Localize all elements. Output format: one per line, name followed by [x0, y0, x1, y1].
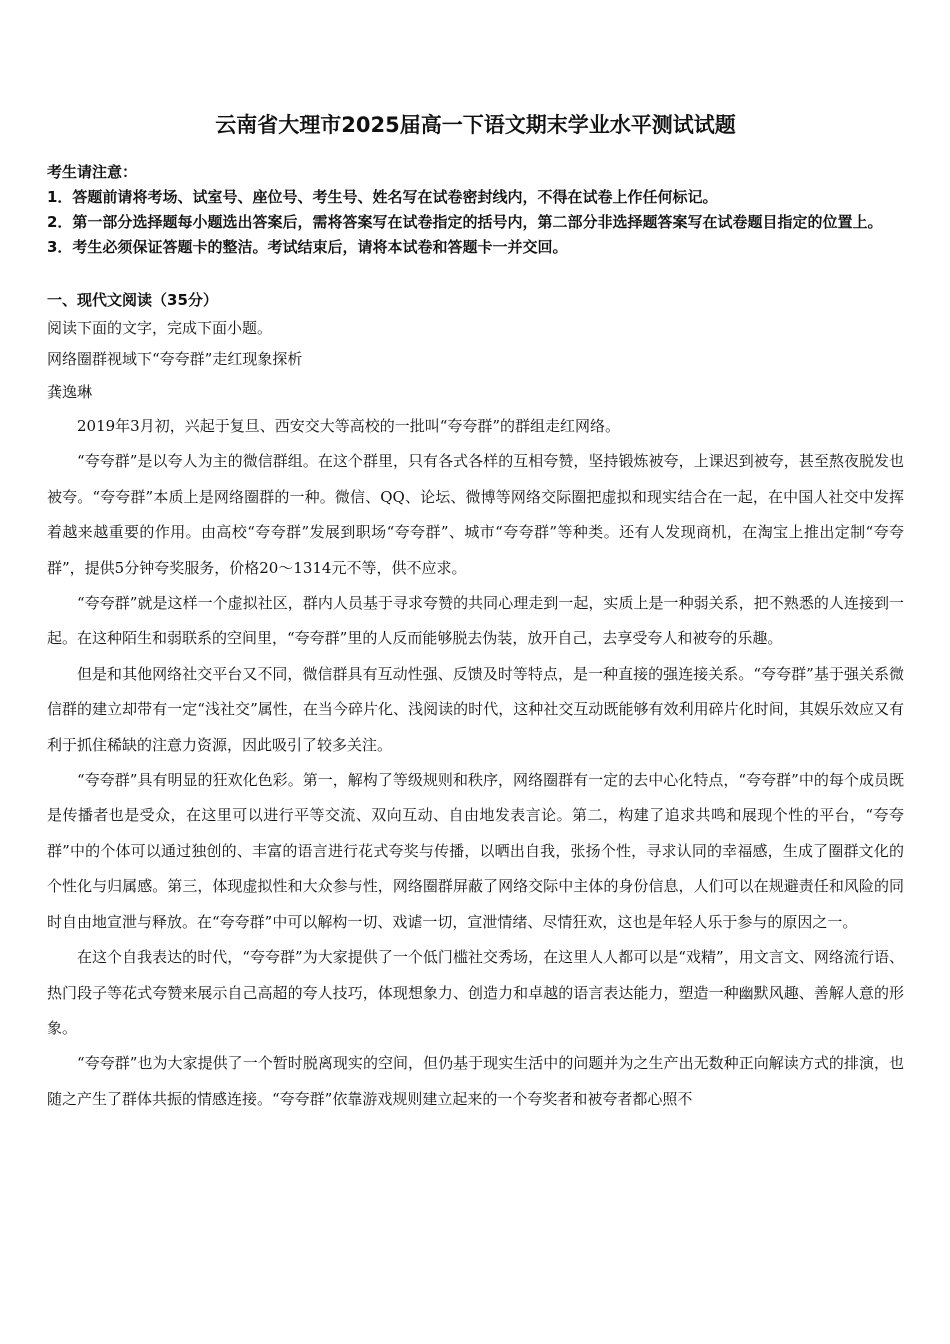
reading-section: [47, 288, 904, 1117]
section-heading: 一、现代文阅读（35分）: [47, 291, 218, 309]
article-paragraph-6: 在这个自我表达的时代，“夸夸群”为大家提供了一个低门槛社交秀场，在这里人人都可以是“戏精”，用文言文、网络流行语、热门段子等花式夸赞来展示自己高超的夸人技巧，体现想象力、创造力和卓越的语言表达能力，塑造一种幽默风趣、善解人意的形象。: [47, 948, 904, 1037]
article-title: 网络圈群视域下“夸夸群”走红现象探析: [47, 350, 303, 368]
article-paragraph-7: “夸夸群”也为大家提供了一个暂时脱离现实的空间，但仍基于现实生活中的问题并为之生产出无数种正向解读方式的排演，也随之产生了群体共振的情感连接。“夸夸群”依靠游戏规则建立起来的一个夸奖者和被夸者都心照不: [47, 1054, 904, 1108]
exam-title: 云南省大理市2025届高一下语文期末学业水平测试试题: [215, 113, 736, 137]
article-paragraph-5: “夸夸群”具有明显的狂欢化色彩。第一，解构了等级规则和秩序，网络圈群有一定的去中心化特点，“夸夸群”中的每个成员既是传播者也是受众，在这里可以进行平等交流、双向互动、自由地发表言论。第二，构建了追求共鸣和展现个性的平台，“夸夸群”中的个体可以通过独创的、丰富的语言进行花式夸奖与传播，以晒出自我，张扬个性，寻求认同的幸福感，生成了圈群文化的个性化与归属感。第三，体现虚拟性和大众参与性，网络圈群屏蔽了网络交际中主体的身份信息，人们可以在规避责任和风险的同时自由地宣泄与释放。在“夸夸群”中可以解构一切、戏谑一切，宣泄情绪、尽情狂欢，这也是年轻人乐于参与的原因之一。: [47, 771, 904, 931]
candidate-notice: [47, 160, 904, 260]
article-paragraph-2: “夸夸群”是以夸人为主的微信群组。在这个群里，只有各式各样的互相夸赞，坚持锻炼被夸，上课迟到被夸，甚至熬夜脱发也被夸。“夸夸群”本质上是网络圈群的一种。微信、QQ、论坛、微博等网络交际圈把虚拟和现实结合在一起，在中国人社交中发挥着越来越重要的作用。由高校“夸夸群”发展到职场“夸夸群”、城市“夸夸群”等种类。还有人发现商机，在淘宝上推出定制“夸夸群”，提供5分钟夸奖服务，价格20～1314元不等，供不应求。: [47, 452, 904, 577]
article-author: 龚逸琳: [47, 383, 93, 401]
article-paragraph-1: 2019年3月初，兴起于复旦、西安交大等高校的一批叫“夸夸群”的群组走红网络。: [77, 417, 621, 435]
section-instruction: 阅读下面的文字，完成下面小题。: [47, 319, 273, 337]
notice-heading: 考生请注意：: [47, 163, 138, 181]
notice-item-2: 2．第一部分选择题每小题选出答案后，需将答案写在试卷指定的括号内，第二部分非选择题答案写在试卷题目指定的位置上。: [47, 213, 883, 231]
notice-item-3: 3．考生必须保证答题卡的整洁。考试结束后，请将本试卷和答题卡一并交回。: [47, 238, 568, 256]
article-paragraph-4: 但是和其他网络社交平台又不同，微信群具有互动性强、反馈及时等特点，是一种直接的强连接关系。“夸夸群”基于强关系微信群的建立却带有一定“浅社交”属性，在当今碎片化、浅阅读的时代，这种社交互动既能够有效利用碎片化时间，其娱乐效应又有利于抓住稀缺的注意力资源，因此吸引了较多关注。: [47, 664, 904, 754]
article-paragraph-3: “夸夸群”就是这样一个虚拟社区，群内人员基于寻求夸赞的共同心理走到一起，实质上是一种弱关系，把不熟悉的人连接到一起。在这种陌生和弱联系的空间里，“夸夸群”里的人反而能够脱去伪装，放开自己，去享受夸人和被夸的乐趣。: [47, 594, 904, 648]
notice-item-1: 1．答题前请将考场、试室号、座位号、考生号、姓名写在试卷密封线内，不得在试卷上作任何标记。: [47, 188, 718, 206]
